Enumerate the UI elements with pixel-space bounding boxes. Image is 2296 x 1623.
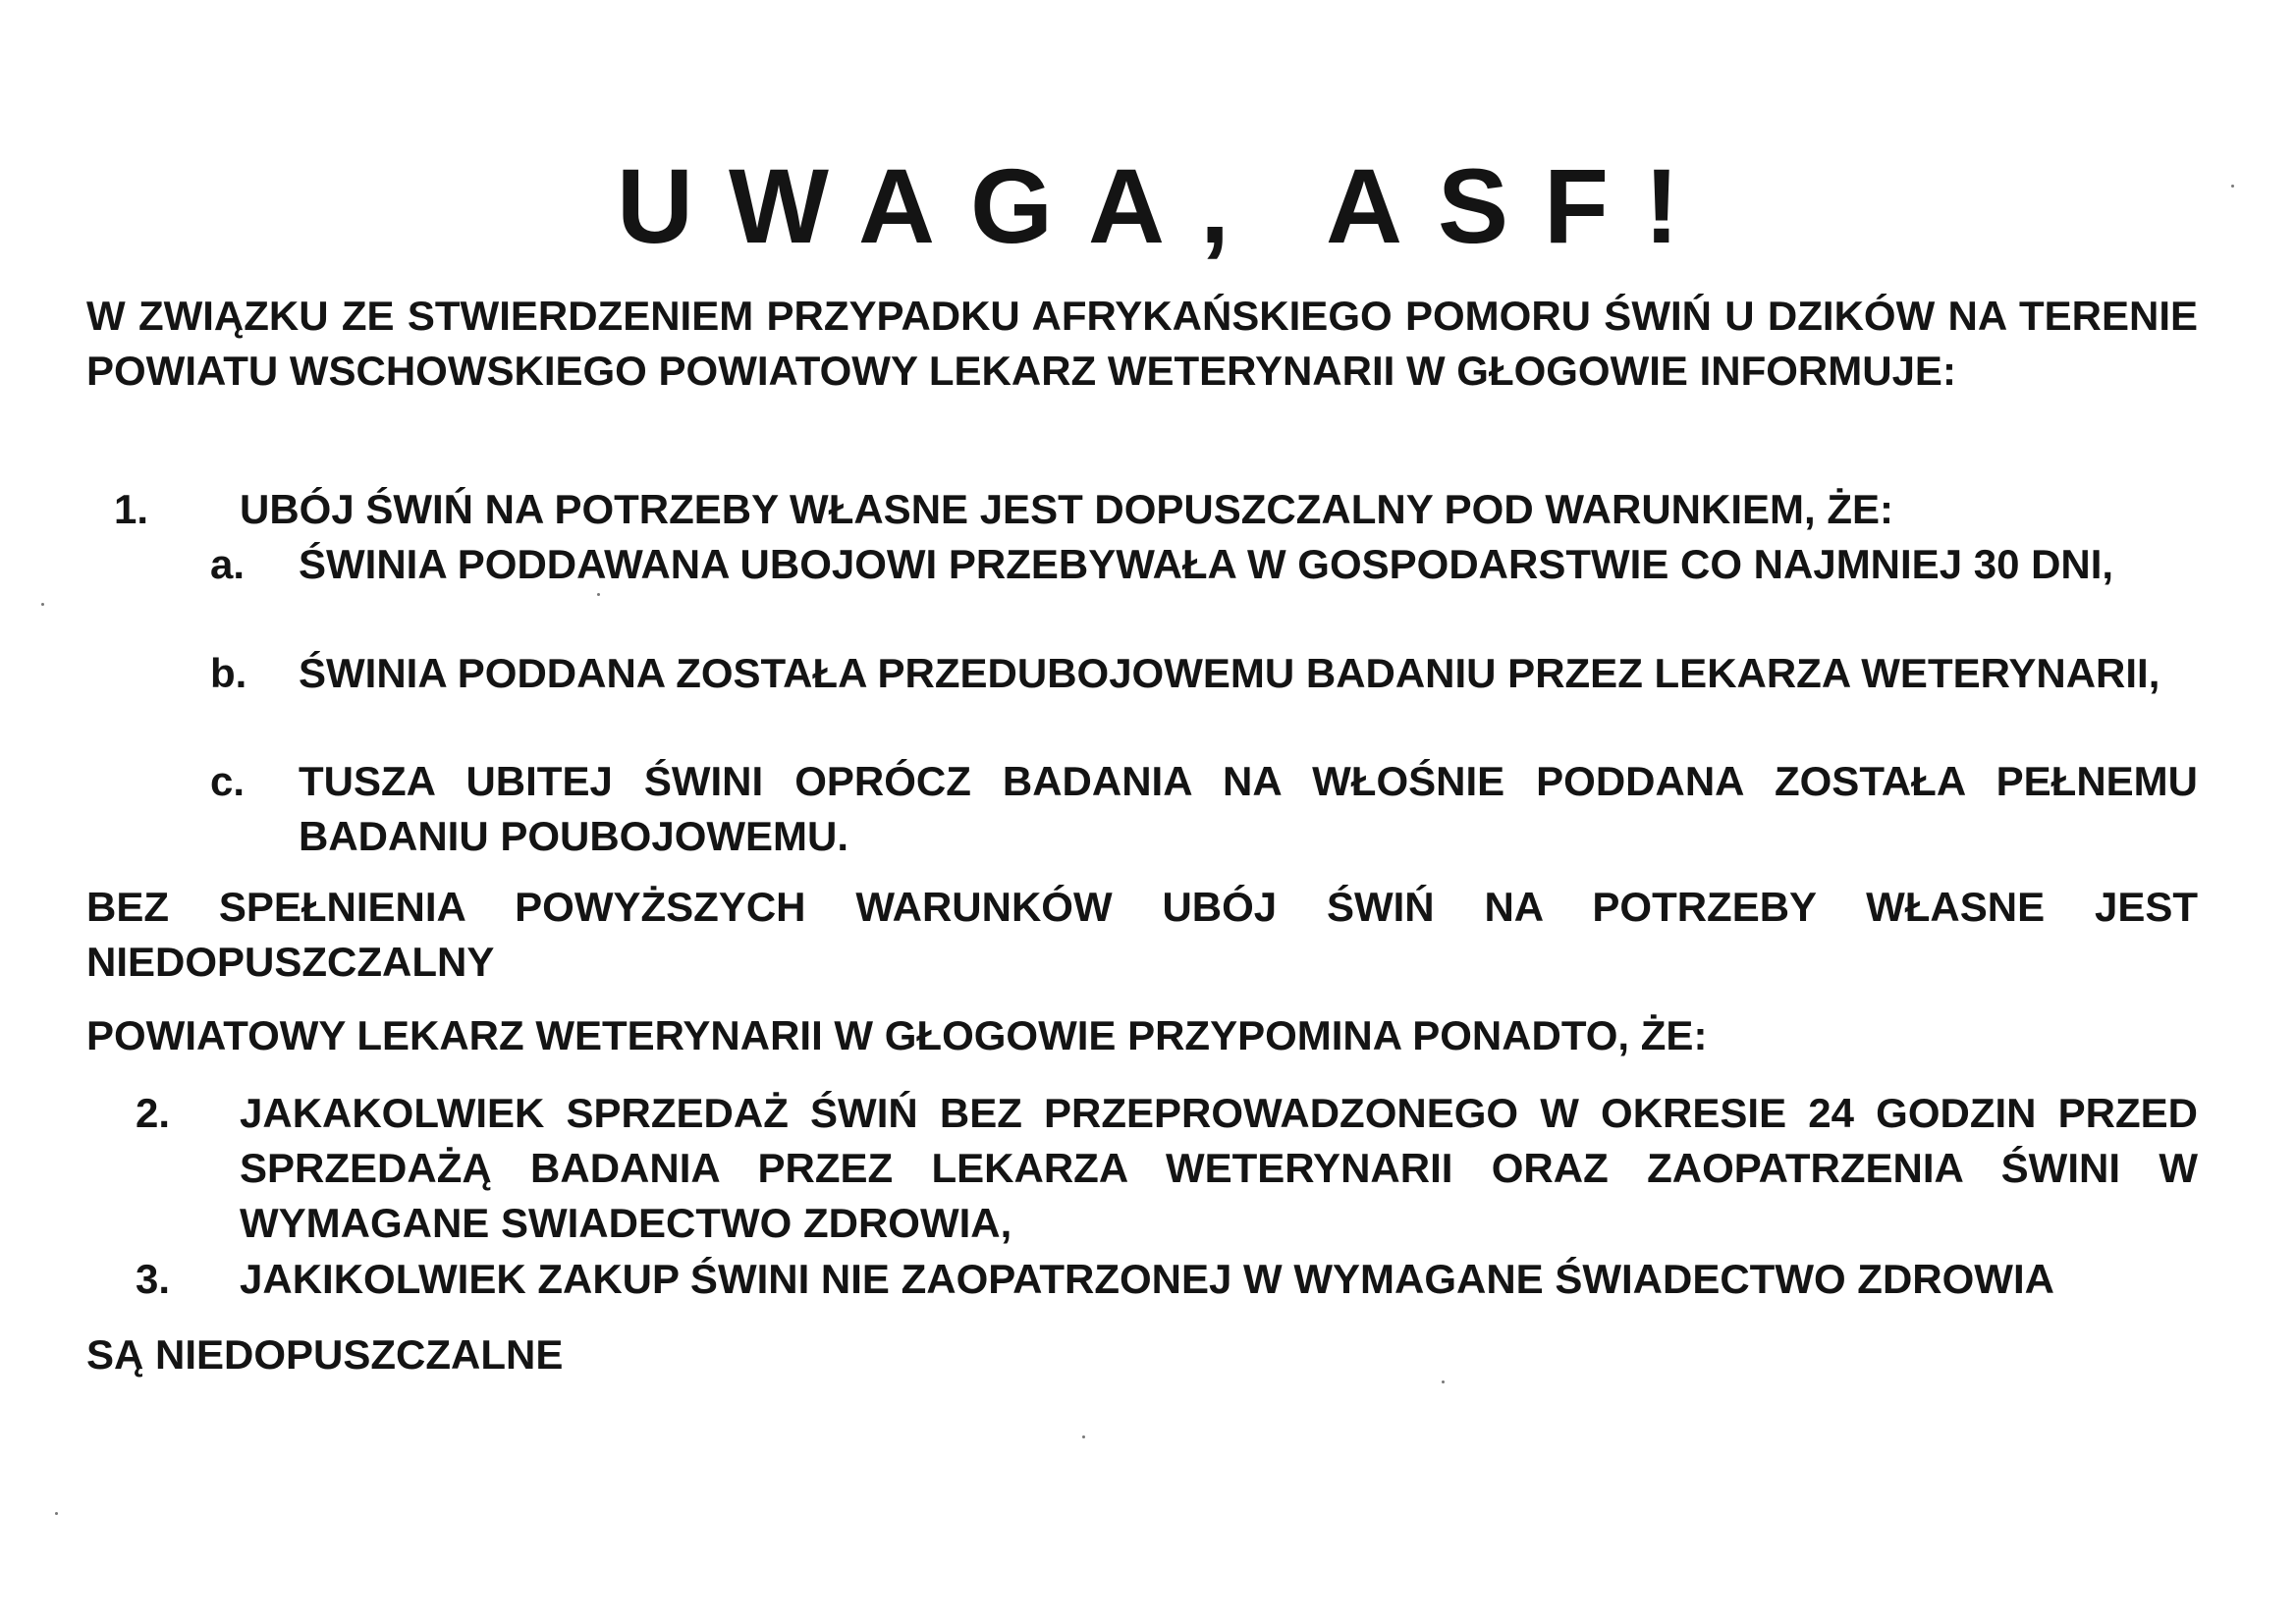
conclusion-paragraph-2: SĄ NIEDOPUSZCZALNE	[86, 1331, 564, 1378]
scan-speck	[1082, 1435, 1085, 1438]
subitem-b-letter: b.	[210, 650, 247, 696]
scan-speck	[41, 603, 44, 606]
item-3-number: 3.	[136, 1256, 171, 1302]
item-1-text: UBÓJ ŚWIŃ NA POTRZEBY WŁASNE JEST DOPUSZCZALNY POD WARUNKIEM, ŻE:	[240, 486, 1893, 532]
scan-speck	[597, 593, 600, 596]
scan-speck	[1442, 1380, 1445, 1383]
reminder-paragraph: POWIATOWY LEKARZ WETERYNARII W GŁOGOWIE PRZYPOMINA PONADTO, ŻE:	[86, 1012, 1708, 1058]
item-3-text: JAKIKOLWIEK ZAKUP ŚWINI NIE ZAOPATRZONEJ W WYMAGANE ŚWIADECTWO ZDROWIA	[240, 1256, 2054, 1302]
item-2-number: 2.	[136, 1090, 171, 1136]
subitem-a-letter: a.	[210, 541, 246, 587]
intro-paragraph: W ZWIĄZKU ZE STWIERDZENIEM PRZYPADKU AFRYKAŃSKIEGO POMORU ŚWIŃ U DZIKÓW NA TERENIE POWIATU WSCHOWSKIEGO POWIATOWY LEKARZ WETERYNARII W GŁOGOWIE INFORMUJE:	[86, 293, 2198, 394]
subitem-c-text: TUSZA UBITEJ ŚWINI OPRÓCZ BADANIA NA WŁOŚNIE PODDANA ZOSTAŁA PEŁNEMU BADANIU POUBOJOWEMU.	[299, 758, 2198, 859]
item-2-text: JAKAKOLWIEK SPRZEDAŻ ŚWIŃ BEZ PRZEPROWADZONEGO W OKRESIE 24 GODZIN PRZED SPRZEDAŻĄ BADANIA PRZEZ LEKARZA WETERYNARII ORAZ ZAOPATRZENIA ŚWINI W WYMAGANE SWIADECTWO ZDROWIA,	[240, 1090, 2198, 1246]
scan-speck	[2231, 185, 2234, 188]
item-1-number: 1.	[114, 486, 149, 532]
subitem-b-text: ŚWINIA PODDANA ZOSTAŁA PRZEDUBOJOWEMU BADANIU PRZEZ LEKARZA WETERYNARII,	[299, 650, 2160, 696]
scan-speck	[55, 1512, 58, 1515]
subitem-a-text: ŚWINIA PODDAWANA UBOJOWI PRZEBYWAŁA W GOSPODARSTWIE CO NAJMNIEJ 30 DNI,	[299, 541, 2114, 587]
conclusion-paragraph-1: BEZ SPEŁNIENIA POWYŻSZYCH WARUNKÓW UBÓJ ŚWIŃ NA POTRZEBY WŁASNE JEST NIEDOPUSZCZALNY	[86, 884, 2198, 985]
notice-title: UWAGA, ASF!	[617, 146, 1715, 265]
subitem-c-letter: c.	[210, 758, 246, 804]
